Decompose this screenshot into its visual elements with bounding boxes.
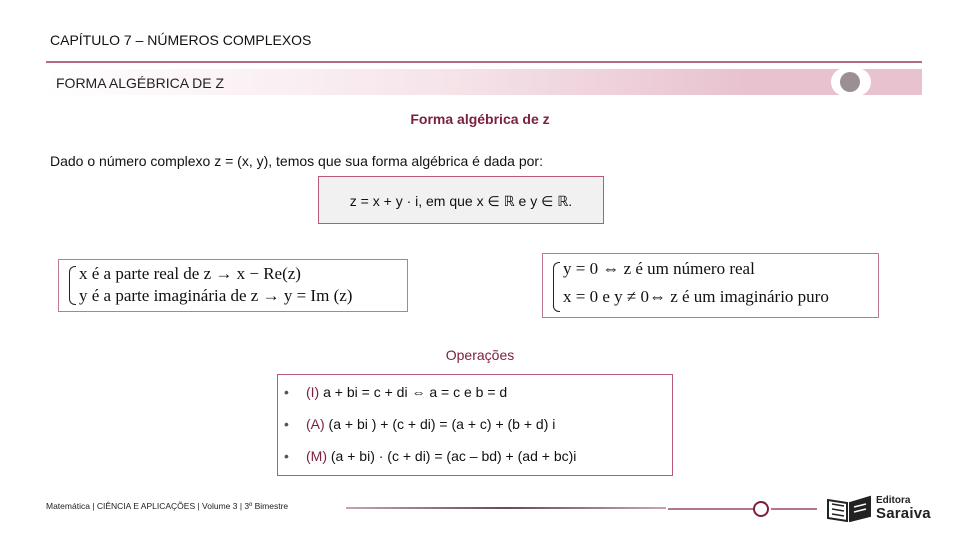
ring-icon <box>753 501 769 517</box>
left-brace-icon <box>553 262 560 312</box>
bullet-icon: • <box>284 448 289 464</box>
circle-icon <box>840 72 860 92</box>
imaginary-part-definition: y é a parte imaginária de z → y = Im (z) <box>79 286 353 305</box>
footer-divider <box>668 508 754 510</box>
operation-item <box>284 384 507 400</box>
open-book-icon <box>826 494 872 522</box>
pure-imaginary-condition: x = 0 e y ≠ 0⇔ z é um imaginário puro <box>563 287 829 306</box>
conditions-box <box>542 253 879 318</box>
operation-code: (I) <box>306 384 320 400</box>
operation-item <box>284 416 555 432</box>
operation-code: (A) <box>306 416 325 432</box>
footer-text: Matemática | CIÊNCIA E APLICAÇÕES | Volume 3 | 3º Bimestre <box>46 501 289 511</box>
bullet-icon: • <box>284 384 289 400</box>
intro-text: Dado o número complexo z = (x, y), temos que sua forma algébrica é dada por: <box>50 153 543 169</box>
section-title: FORMA ALGÉBRICA DE Z <box>56 75 225 91</box>
chapter-divider <box>46 61 922 63</box>
real-part-definition: x é a parte real de z → x − Re(z) <box>79 264 301 283</box>
definitions-box <box>58 259 408 312</box>
operation-item <box>284 448 576 464</box>
operation-code: (M) <box>306 448 327 464</box>
left-brace-icon <box>69 266 76 305</box>
bullet-icon: • <box>284 416 289 432</box>
operation-text: (a + bi ) + (c + di) = (a + c) + (b + d) i <box>324 416 556 432</box>
publisher-logo-name: Saraiva <box>876 505 931 522</box>
chapter-title: CAPÍTULO 7 – NÚMEROS COMPLEXOS <box>50 32 312 48</box>
operation-text: (a + bi) · (c + di) = (ac – bd) + (ad + bc)i <box>327 448 577 464</box>
real-number-condition: y = 0 ⇔ z é um número real <box>563 259 755 278</box>
operations-heading: Operações <box>445 347 515 363</box>
footer-divider <box>771 508 817 510</box>
formula-text: z = x + y · i, em que x ∈ ℝ e y ∈ ℝ. <box>349 193 573 209</box>
publisher-logo-top: Editora <box>876 495 911 506</box>
operation-text: a + bi = c + di ⇔ a = c e b = d <box>319 384 508 400</box>
page-heading: Forma algébrica de z <box>410 111 550 127</box>
footer-divider <box>346 507 666 509</box>
